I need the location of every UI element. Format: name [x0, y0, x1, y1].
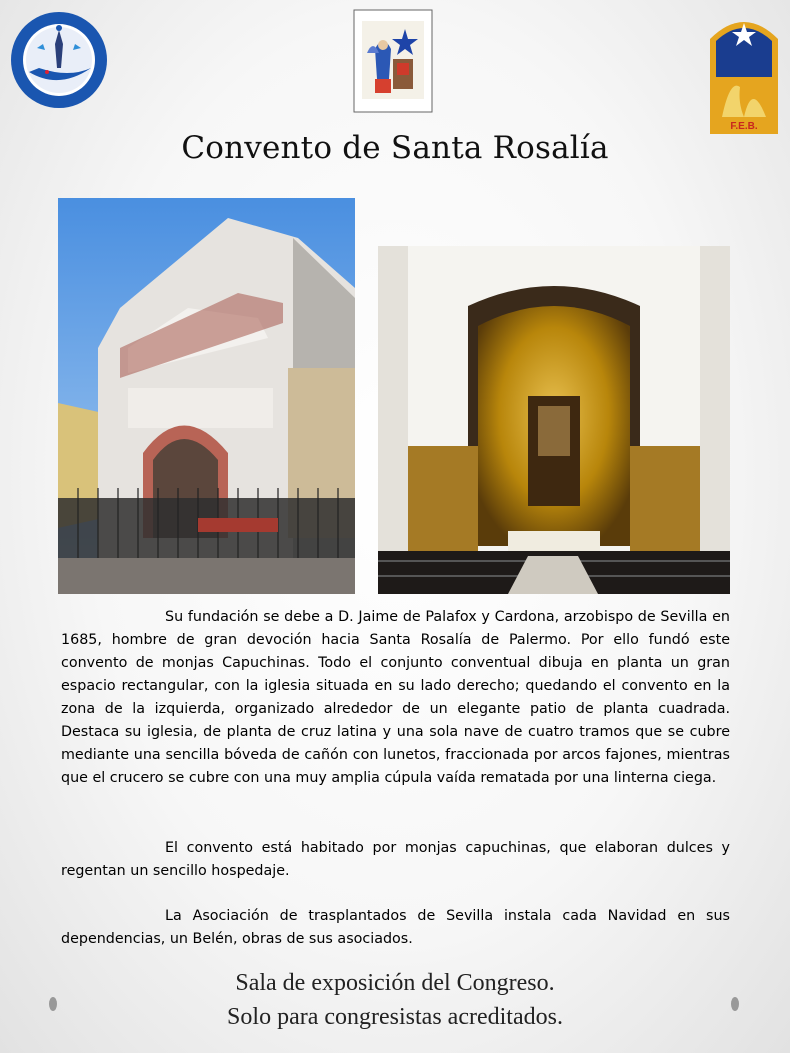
nativity-paragraph [61, 905, 730, 951]
feb-logo [708, 9, 780, 136]
paragraph-text: La Asociación de trasplantados de Sevilla instala cada Navidad en sus dependencias, un Belén, obras de sus asociados. [61, 908, 730, 947]
feb-nativity-logo [708, 9, 780, 136]
convent-facade-photo [58, 198, 355, 594]
asociacion-belenistas-logo [353, 9, 433, 113]
paragraph-text: Su fundación se debe a D. Jaime de Palafox y Cardona, arzobispo de Sevilla en 1685, hombre de gran devoción hacia Santa Rosalía de Palermo. Por ello fundó este convento de monjas Capuchinas. Todo el conjunto conventual dibuja en planta un gran espacio rectangular, con la iglesia situada en su lado derecho; quedando el convento en la zona de la izquierda, organizado alrededor de un elegante patio de planta cuadrada. Destaca su iglesia, de planta de cruz latina y una sola nave de cuatro tramos que se cubre mediante una sencilla bóveda de cañón con lunetos, fraccionada por arcos fajones, mientras que el crucero se cubre con una muy amplia cúpula vaída rematada por una linterna ciega. [61, 609, 730, 786]
community-paragraph [61, 837, 730, 883]
congress-seal-logo [9, 10, 109, 110]
footer-access-line: Solo para congresistas acreditados. [227, 1004, 563, 1030]
svg-text:F.E.B.: F.E.B. [730, 121, 758, 132]
page-title: Convento de Santa Rosalía [181, 130, 609, 166]
church-altarpiece-photo [378, 246, 730, 594]
history-paragraph [61, 606, 730, 790]
sevilla-puerta-del-cielo-seal-icon [9, 10, 109, 110]
asociacion-belenistas-sevilla-logo [353, 9, 433, 113]
paragraph-text: El convento está habitado por monjas capuchinas, que elaboran dulces y regentan un sencillo hospedaje. [61, 840, 730, 879]
footer-exhibition-line: Sala de exposición del Congreso. [235, 970, 555, 996]
